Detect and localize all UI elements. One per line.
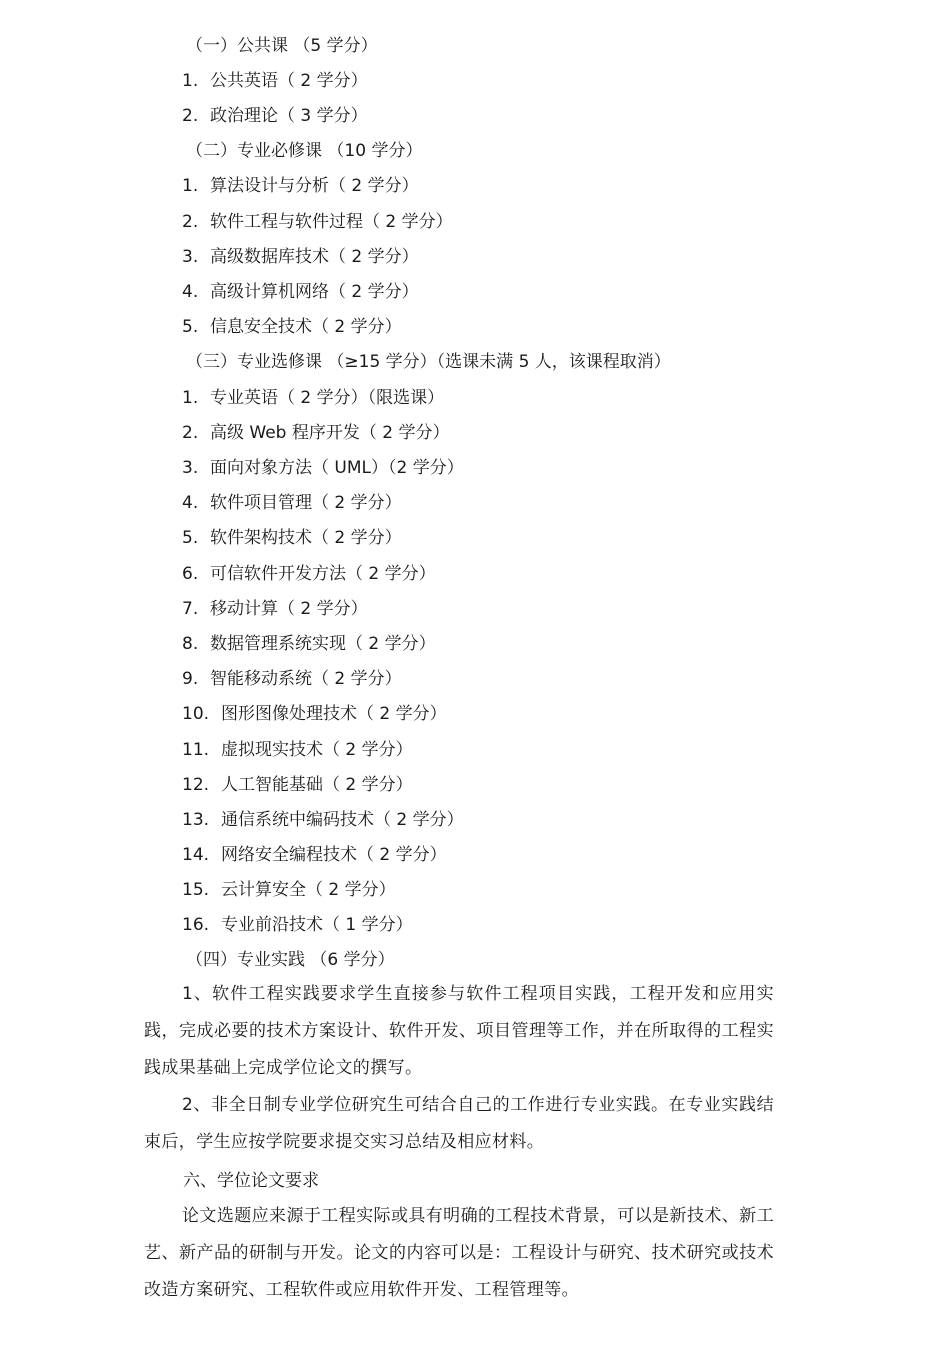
list-text: 虚拟现实技术（ 2 学分） — [221, 740, 413, 760]
list-text: 政治理论（ 3 学分） — [210, 106, 368, 126]
list-number: 7. — [182, 599, 199, 619]
list-number: 1. — [182, 176, 199, 196]
list-item — [182, 211, 453, 233]
list-number: 11. — [182, 740, 210, 760]
list-number: 2. — [182, 106, 199, 126]
list-item — [182, 633, 436, 655]
section-title-practice: （四）专业实践 （6 学分） — [186, 950, 395, 970]
list-item — [182, 422, 450, 444]
list-item — [182, 879, 396, 901]
list-number: 2. — [182, 423, 199, 443]
list-number: 2. — [182, 212, 199, 232]
list-item — [182, 809, 464, 831]
list-text: 专业英语（ 2 学分）（限选课） — [210, 388, 445, 408]
list-item — [182, 281, 419, 303]
list-number: 3. — [182, 247, 199, 267]
list-text: 通信系统中编码技术（ 2 学分） — [221, 810, 464, 830]
list-number: 12. — [182, 775, 210, 795]
list-item — [182, 316, 402, 338]
list-text: 软件项目管理（ 2 学分） — [210, 493, 402, 513]
list-item — [182, 774, 413, 796]
practice-paragraph-2: 2、非全日制专业学位研究生可结合自己的工作进行专业实践。在专业实践结束后，学生应按学院要求提交实习总结及相应材料。 — [144, 1095, 774, 1152]
list-item — [182, 527, 402, 549]
list-item — [182, 598, 368, 620]
list-number: 10. — [182, 704, 210, 724]
list-number: 8. — [182, 634, 199, 654]
list-number: 9. — [182, 669, 199, 689]
list-text: 移动计算（ 2 学分） — [210, 599, 368, 619]
list-text: 软件架构技术（ 2 学分） — [210, 528, 402, 548]
thesis-paragraph: 论文选题应来源于工程实际或具有明确的工程技术背景，可以是新技术、新工艺、新产品的研制与开发。论文的内容可以是：工程设计与研究、技术研究或技术改造方案研究、工程软件或应用软件开发、工程管理等。 — [144, 1206, 774, 1300]
list-text: 人工智能基础（ 2 学分） — [221, 775, 413, 795]
list-number: 1. — [182, 388, 199, 408]
list-text: 公共英语（ 2 学分） — [210, 71, 368, 91]
list-item — [182, 387, 444, 409]
list-text: 信息安全技术（ 2 学分） — [210, 317, 402, 337]
list-item — [182, 105, 368, 127]
list-number: 5. — [182, 317, 199, 337]
section-title-public-courses: （一）公共课 （5 学分） — [186, 36, 378, 56]
section-title-required-courses: （二）专业必修课 （10 学分） — [186, 141, 423, 161]
list-text: 算法设计与分析（ 2 学分） — [210, 176, 419, 196]
list-text: 图形图像处理技术（ 2 学分） — [221, 704, 447, 724]
section-title-elective-courses: （三）专业选修课 （≥15 学分）（选课未满 5 人，该课程取消） — [186, 352, 671, 372]
list-item — [182, 175, 419, 197]
list-number: 13. — [182, 810, 210, 830]
list-text: 高级 Web 程序开发（ 2 学分） — [210, 423, 450, 443]
list-text: 面向对象方法（ UML）（2 学分） — [210, 458, 464, 478]
list-number: 15. — [182, 880, 210, 900]
list-number: 4. — [182, 493, 199, 513]
list-item — [182, 563, 436, 585]
list-text: 可信软件开发方法（ 2 学分） — [210, 564, 436, 584]
list-item — [182, 844, 447, 866]
list-number: 16. — [182, 915, 210, 935]
list-item — [182, 457, 464, 479]
list-text: 网络安全编程技术（ 2 学分） — [221, 845, 447, 865]
list-item — [182, 914, 413, 936]
list-text: 数据管理系统实现（ 2 学分） — [210, 634, 436, 654]
practice-paragraph-1: 1、软件工程实践要求学生直接参与软件工程项目实践，工程开发和应用实践，完成必要的技术方案设计、软件开发、项目管理等工作，并在所取得的工程实践成果基础上完成学位论文的撰写。 — [144, 984, 774, 1078]
list-text: 高级计算机网络（ 2 学分） — [210, 282, 419, 302]
list-number: 3. — [182, 458, 199, 478]
section-title-thesis: 六、学位论文要求 — [183, 1171, 319, 1191]
list-item — [182, 739, 413, 761]
list-text: 专业前沿技术（ 1 学分） — [221, 915, 413, 935]
list-item — [182, 703, 447, 725]
list-text: 高级数据库技术（ 2 学分） — [210, 247, 419, 267]
list-item — [182, 70, 368, 92]
list-text: 软件工程与软件过程（ 2 学分） — [210, 212, 453, 232]
list-number: 1. — [182, 71, 199, 91]
list-text: 云计算安全（ 2 学分） — [221, 880, 396, 900]
list-text: 智能移动系统（ 2 学分） — [210, 669, 402, 689]
list-item — [182, 668, 402, 690]
list-number: 5. — [182, 528, 199, 548]
list-number: 6. — [182, 564, 199, 584]
list-number: 4. — [182, 282, 199, 302]
list-item — [182, 492, 402, 514]
list-item — [182, 246, 419, 268]
list-number: 14. — [182, 845, 210, 865]
